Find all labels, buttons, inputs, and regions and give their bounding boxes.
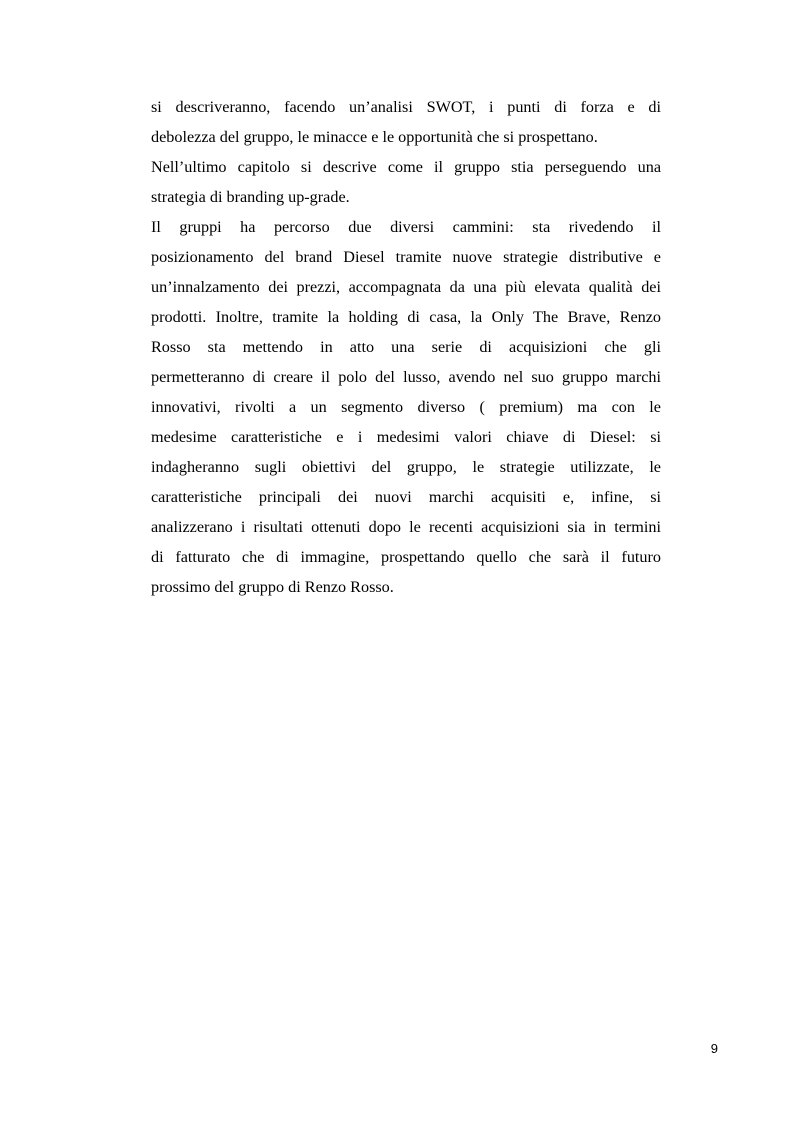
text-line: innovativi, rivolti a un segmento diverso ( premium) ma con le bbox=[151, 398, 661, 416]
text-line: si descriveranno, facendo un’analisi SWOT, i punti di forza e di bbox=[151, 98, 661, 116]
text-line: Il gruppi ha percorso due diversi cammini: sta rivedendo il bbox=[151, 218, 661, 236]
page-number: 9 bbox=[710, 1041, 718, 1056]
text-line: analizzerano i risultati ottenuti dopo le recenti acquisizioni sia in termini bbox=[151, 518, 661, 536]
text-line: Nell’ultimo capitolo si descrive come il gruppo stia perseguendo una bbox=[151, 158, 661, 176]
text-line: medesime caratteristiche e i medesimi valori chiave di Diesel: si bbox=[151, 428, 661, 446]
text-line: posizionamento del brand Diesel tramite nuove strategie distributive e bbox=[151, 248, 661, 266]
text-line: permetteranno di creare il polo del lusso, avendo nel suo gruppo marchi bbox=[151, 368, 661, 386]
text-line: caratteristiche principali dei nuovi marchi acquisiti e, infine, si bbox=[151, 488, 661, 506]
text-line: un’innalzamento dei prezzi, accompagnata da una più elevata qualità dei bbox=[151, 278, 661, 296]
text-line: debolezza del gruppo, le minacce e le opportunità che si prospettano. bbox=[151, 128, 598, 146]
text-line: Rosso sta mettendo in atto una serie di acquisizioni che gli bbox=[151, 338, 661, 356]
text-line: prossimo del gruppo di Renzo Rosso. bbox=[151, 578, 394, 596]
text-line: di fatturato che di immagine, prospettando quello che sarà il futuro bbox=[151, 548, 661, 566]
text-line: strategia di branding up-grade. bbox=[151, 188, 350, 206]
body-paragraphs bbox=[151, 92, 661, 602]
text-line: indagheranno sugli obiettivi del gruppo, le strategie utilizzate, le bbox=[151, 458, 661, 476]
text-line: prodotti. Inoltre, tramite la holding di casa, la Only The Brave, Renzo bbox=[151, 308, 661, 326]
